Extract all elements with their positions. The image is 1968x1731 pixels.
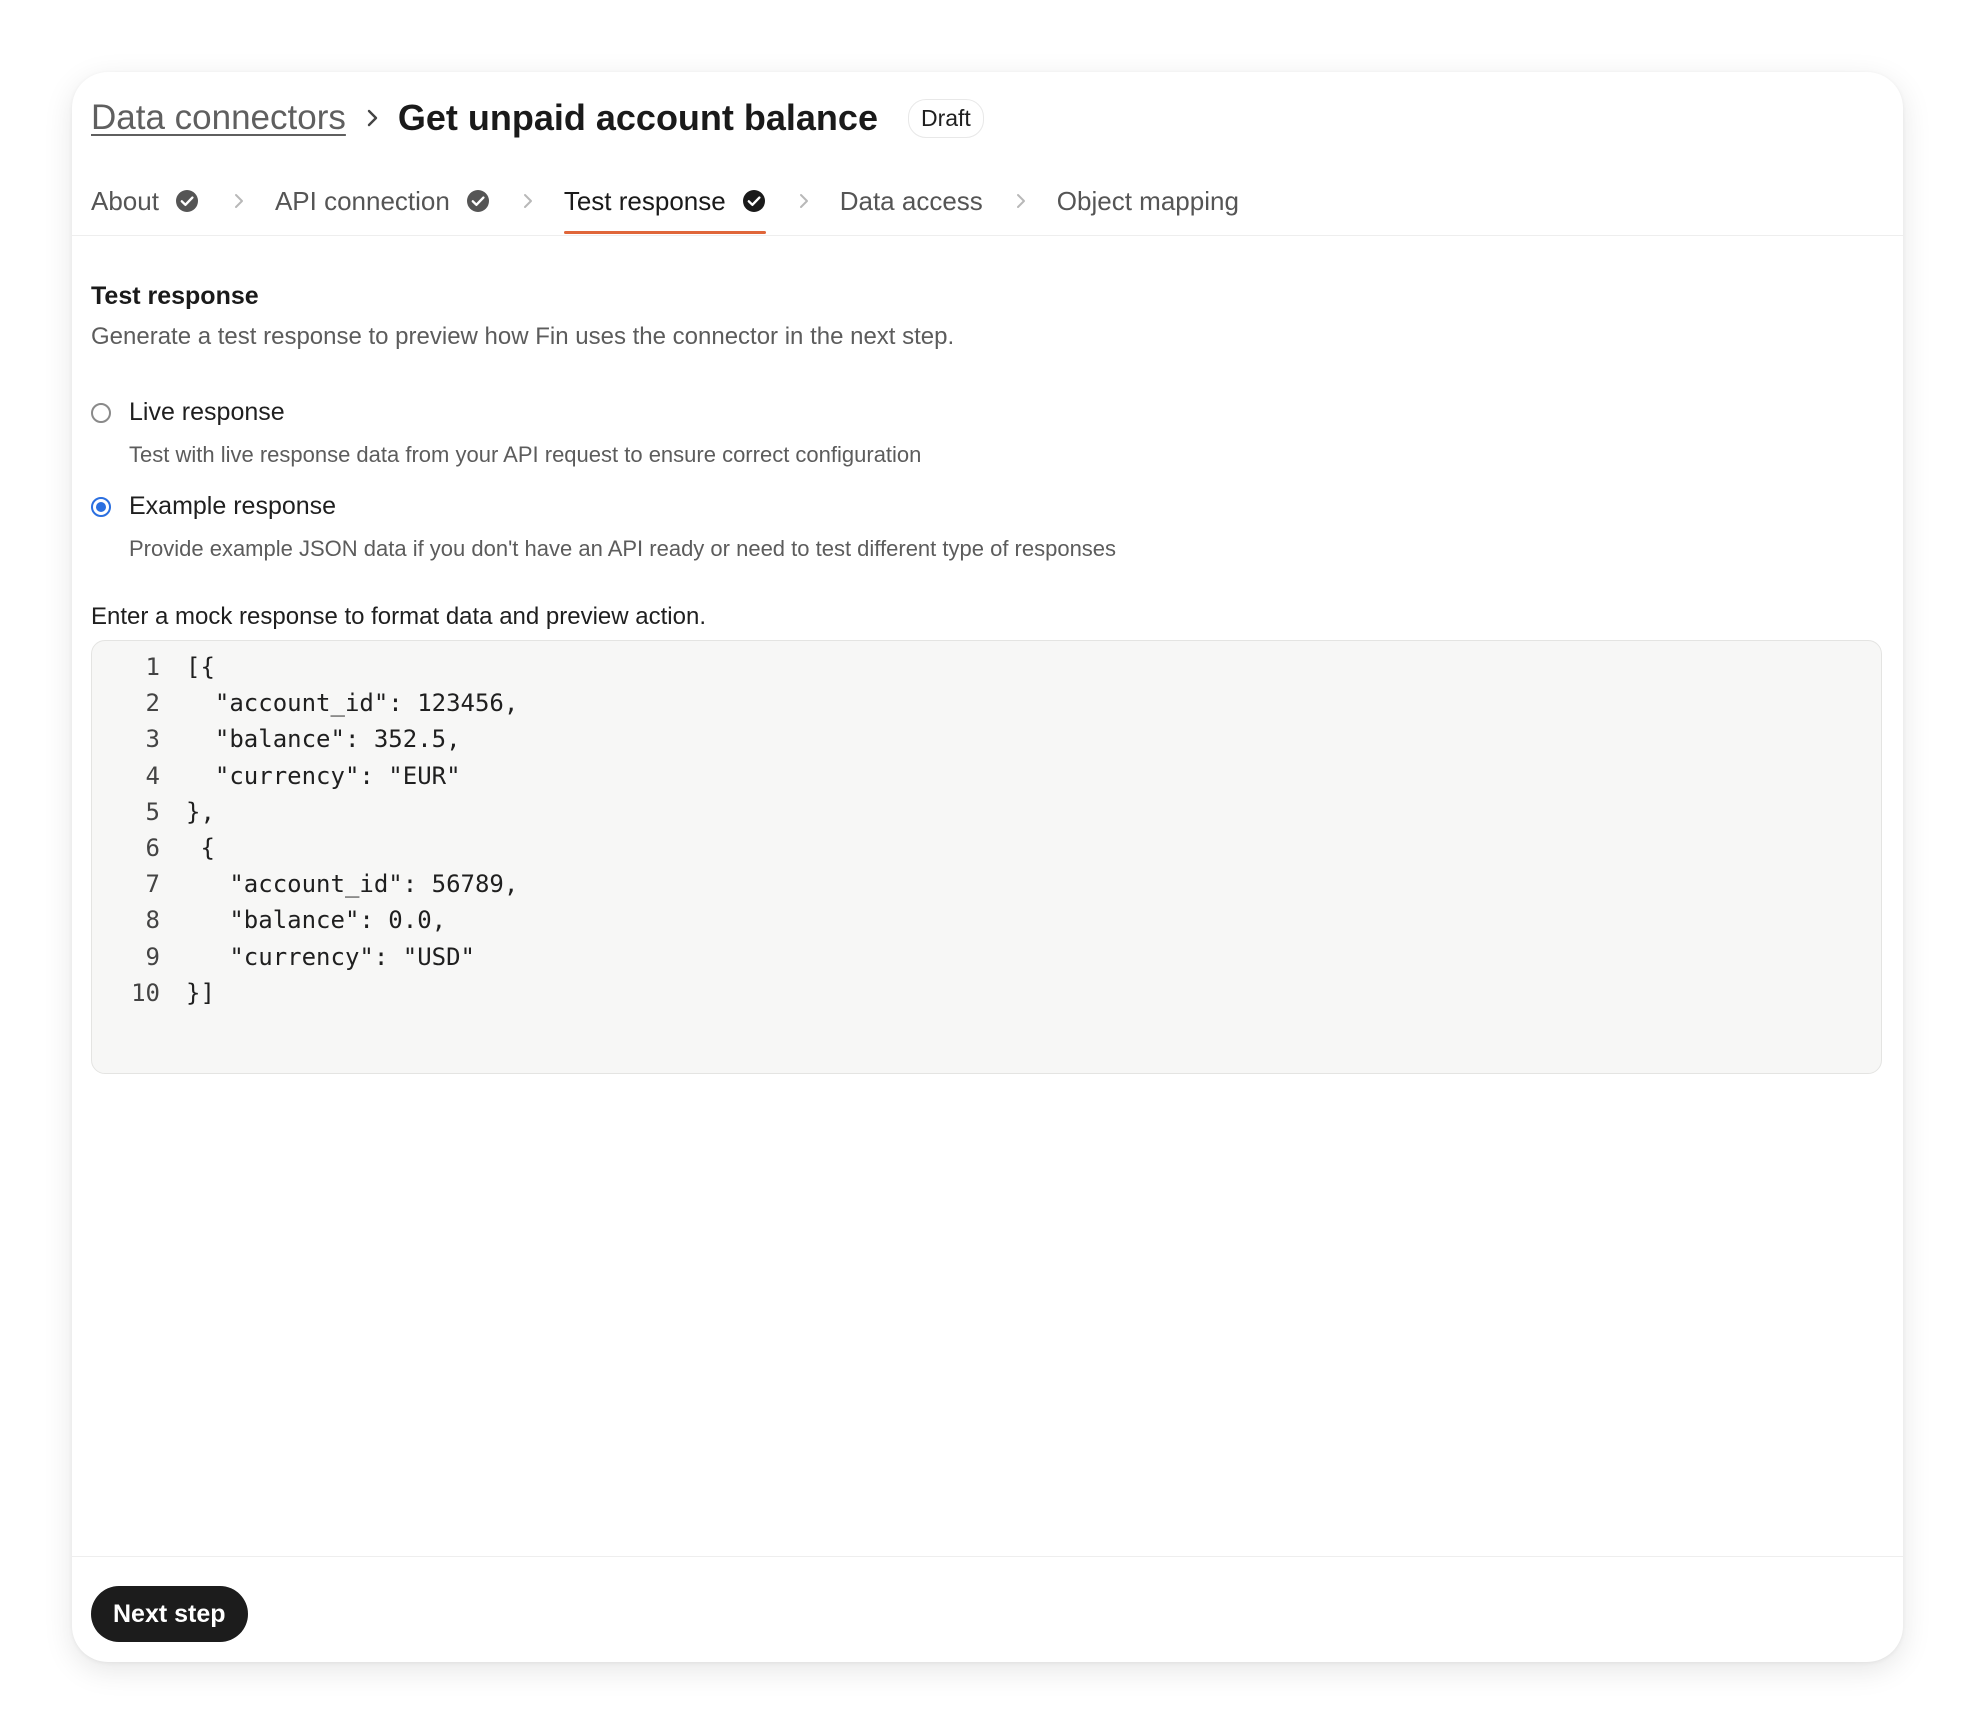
code-line [92,794,1881,830]
line-number: 9 [145,942,160,971]
tab-label: Test response [563,185,726,216]
connector-editor-card [72,72,1903,1662]
next-step-button[interactable]: Next step [91,1586,248,1642]
tab-object-mapping[interactable] [1057,172,1239,230]
mock-response-code-editor[interactable] [91,640,1882,1074]
code-line [92,721,1881,757]
tab-label: Object mapping [1056,185,1239,216]
tab-label: About [91,185,159,216]
line-number: 2 [145,689,160,718]
example-response-option[interactable] [91,492,336,521]
breadcrumb [91,88,984,148]
check-circle-icon [742,189,766,213]
code-line [92,685,1881,721]
code-line [92,975,1881,1011]
tabs-divider [72,235,1903,236]
code-line [92,830,1881,866]
tab-test-response[interactable] [564,172,766,230]
tab-label: API connection [274,185,450,216]
page-title: Get unpaid account balance [397,97,878,138]
live-response-radio[interactable] [91,403,111,423]
section-description: Generate a test response to preview how Fin uses the connector in the next step. [91,323,955,350]
check-circle-icon [175,189,199,213]
code-text: { [186,834,215,863]
chevron-right-icon [1015,172,1027,230]
code-line [92,758,1881,794]
step-tabs [91,172,1239,234]
code-text: "currency": "USD" [186,942,475,971]
example-response-label: Example response [129,492,337,520]
live-response-option[interactable] [91,398,285,427]
code-text: "account_id": 56789, [186,870,519,899]
line-number: 5 [145,797,160,826]
tab-label: Data access [839,185,983,216]
chevron-right-icon [366,108,380,128]
tab-data-access[interactable] [840,172,983,230]
line-number: 10 [131,978,160,1007]
example-response-description: Provide example JSON data if you don't have an API ready or need to test different type of responses [129,536,1117,561]
code-text: "currency": "EUR" [186,761,461,790]
line-number: 6 [145,834,160,863]
example-response-radio[interactable] [91,497,111,517]
tab-about[interactable] [91,172,199,230]
code-line [92,902,1881,938]
section-title: Test response [91,282,259,310]
code-text: }] [186,978,215,1007]
code-line [92,649,1881,685]
line-number: 1 [145,653,160,682]
status-badge: Draft [908,99,984,138]
chevron-right-icon [798,172,810,230]
tab-api-connection[interactable] [275,172,490,230]
footer-divider [72,1556,1903,1557]
mock-response-label: Enter a mock response to format data and preview action. [91,603,706,630]
line-number: 8 [145,906,160,935]
code-line [92,939,1881,975]
live-response-description: Test with live response data from your API request to ensure correct configuration [129,442,922,467]
check-circle-icon [466,189,490,213]
live-response-label: Live response [129,398,285,426]
chevron-right-icon [233,172,245,230]
line-number: 3 [145,725,160,754]
code-text: "account_id": 123456, [186,689,519,718]
code-text: [{ [186,653,215,682]
code-line [92,866,1881,902]
breadcrumb-data-connectors-link[interactable]: Data connectors [91,98,346,137]
code-text: }, [186,797,215,826]
chevron-right-icon [522,172,534,230]
line-number: 7 [145,870,160,899]
code-text: "balance": 0.0, [186,906,447,935]
line-number: 4 [145,761,160,790]
code-text: "balance": 352.5, [186,725,461,754]
